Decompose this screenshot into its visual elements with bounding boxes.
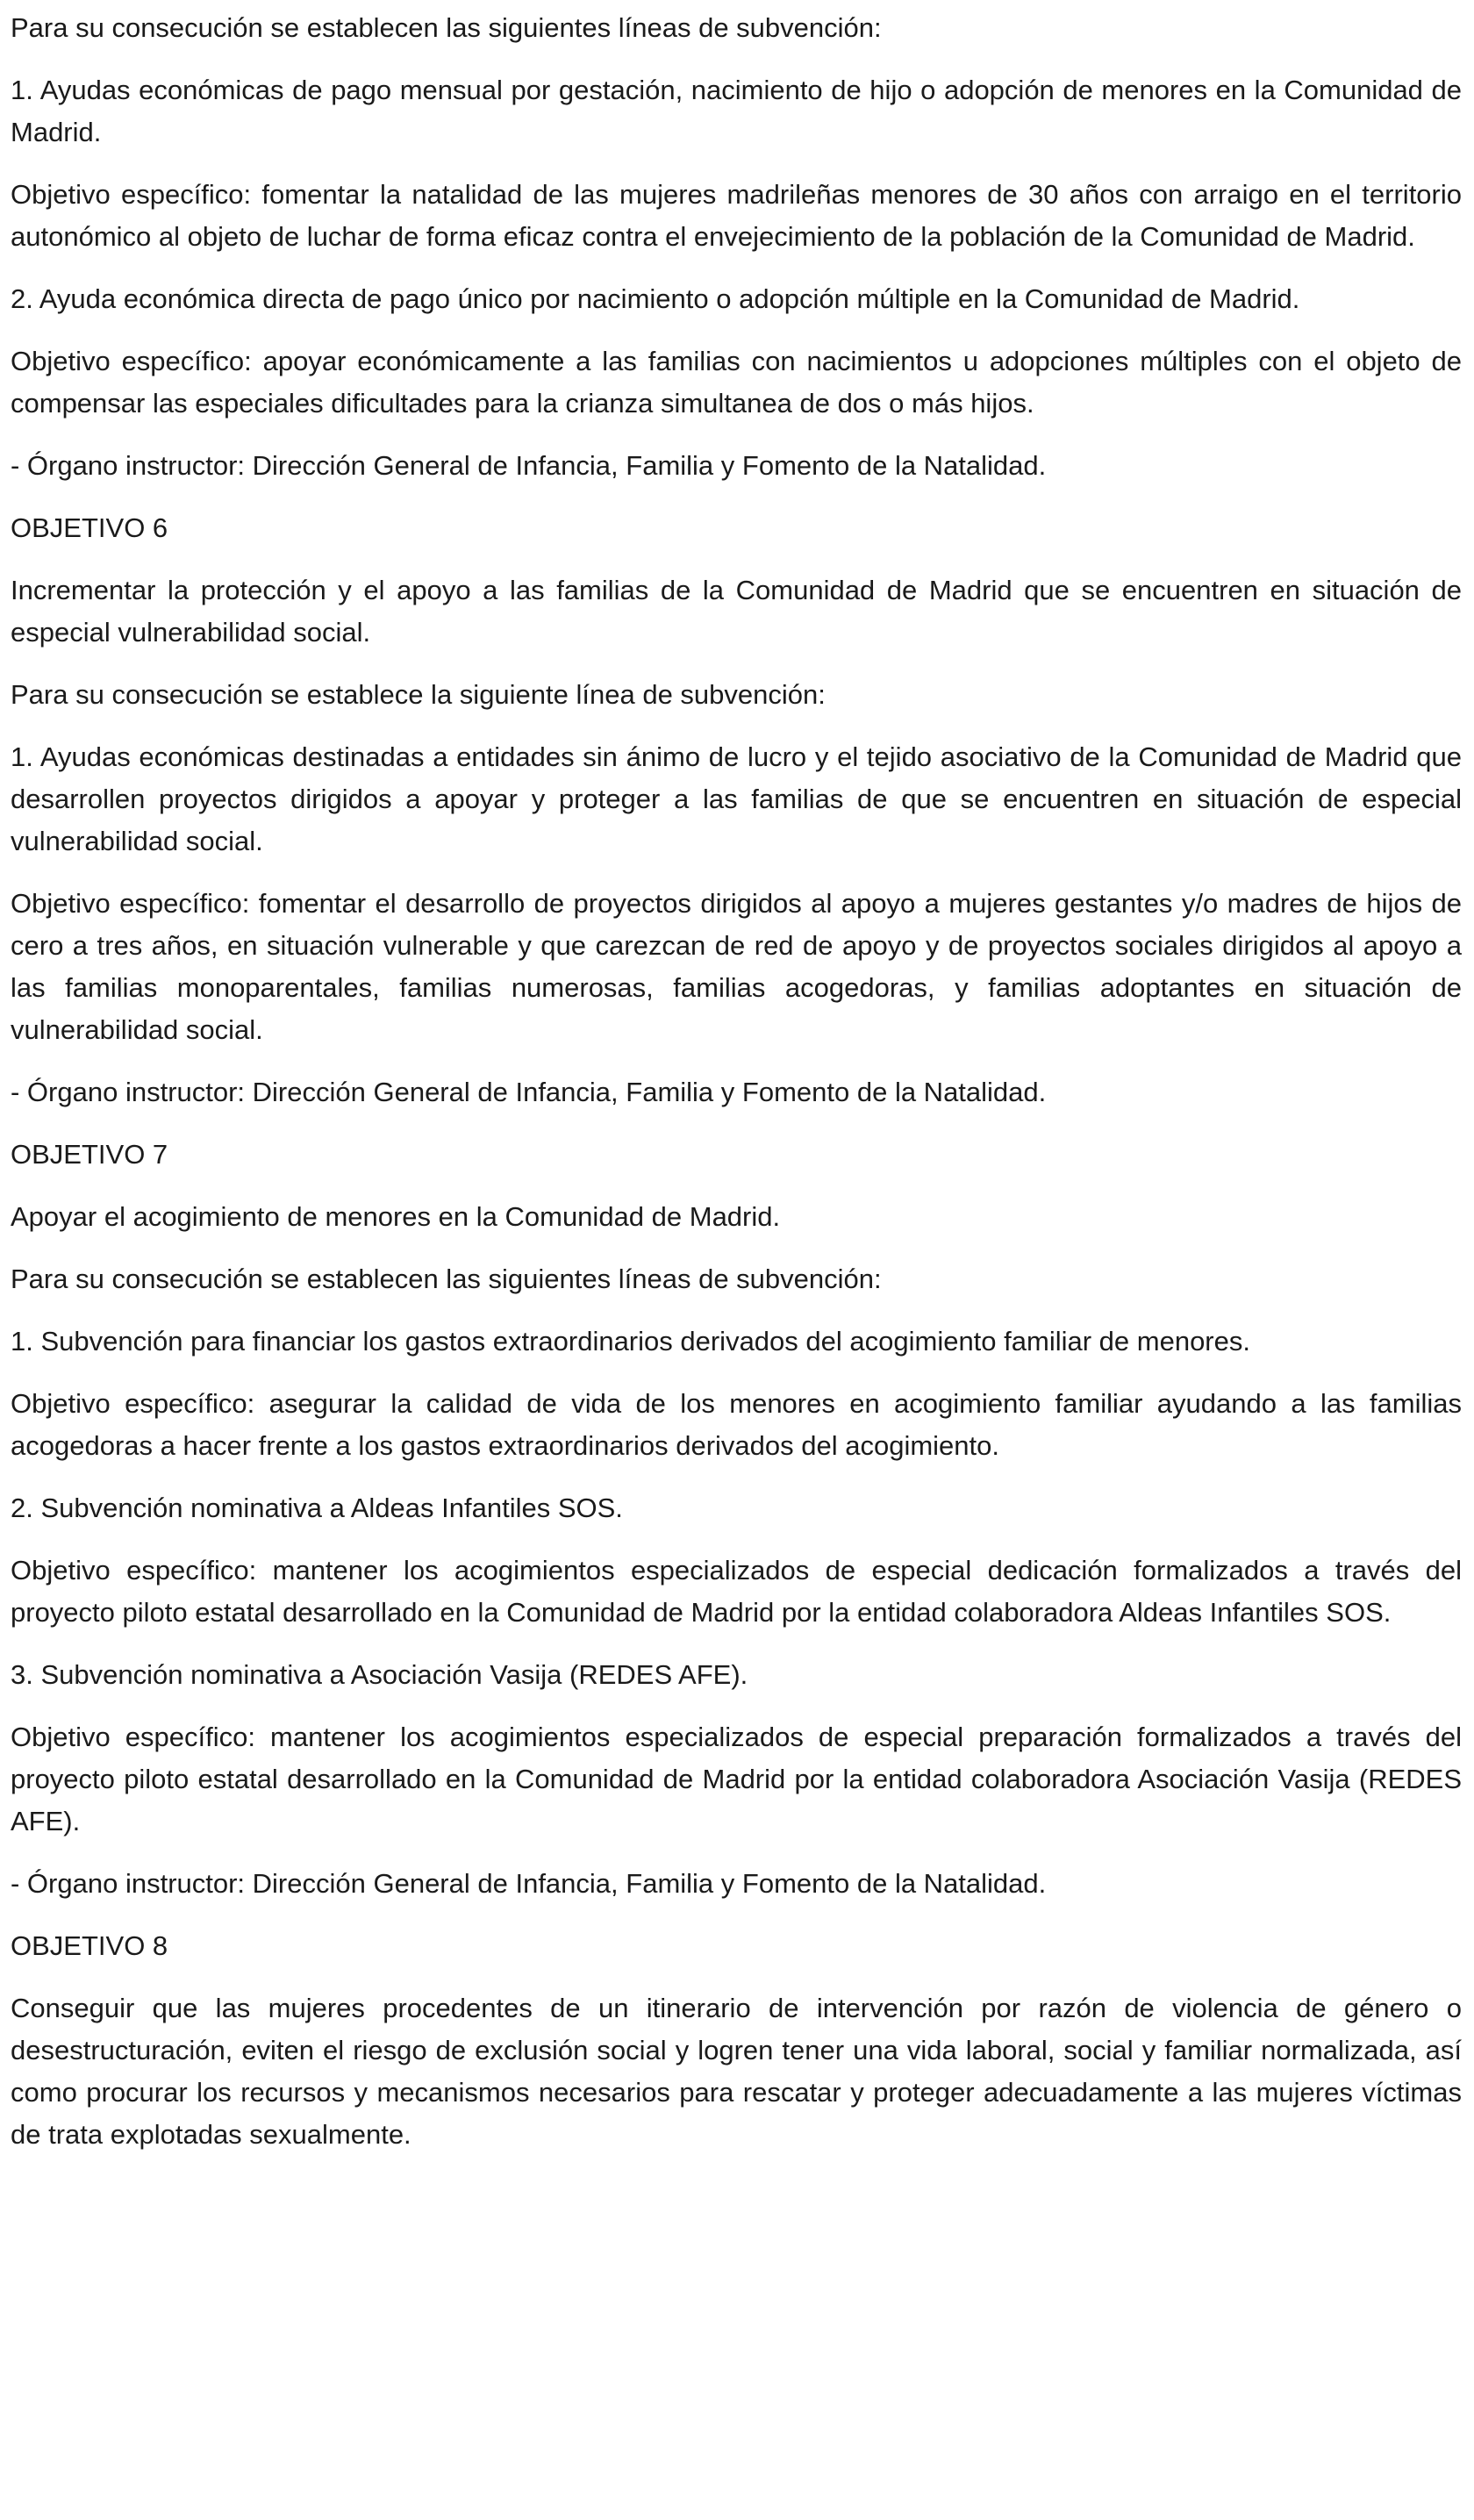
paragraph-objective-1: Objetivo específico: fomentar el desarrollo de proyectos dirigidos al apoyo a mujeres gestantes y/o madres de hijos de cero a tres años, en situación vulnerable y que carezcan de red de apoyo y de proyectos sociales dirigidos al apoyo a las familias monoparentales, familias numerosas, familias acogedoras, y familias adoptantes en situación de vulnerabilidad social. [11, 888, 1462, 1045]
paragraph-instructor: - Órgano instructor: Dirección General de Infancia, Familia y Fomento de la Natalidad. [11, 1077, 1047, 1107]
paragraph-line-1: 1. Ayudas económicas de pago mensual por gestación, nacimiento de hijo o adopción de menores en la Comunidad de Madrid. [11, 75, 1462, 147]
paragraph-objective-1: Objetivo específico: asegurar la calidad de vida de los menores en acogimiento familiar ayudando a las familias acogedoras a hacer frente a los gastos extraordinarios derivados del acogimiento. [11, 1388, 1462, 1461]
paragraph-objective-2: Objetivo específico: mantener los acogimientos especializados de especial dedicación formalizados a través del proyecto piloto estatal desarrollado en la Comunidad de Madrid por la entidad colaboradora Aldeas Infantiles SOS. [11, 1555, 1462, 1628]
paragraph-instructor: - Órgano instructor: Dirección General de Infancia, Familia y Fomento de la Natalidad. [11, 450, 1047, 481]
paragraph-objective-1: Objetivo específico: fomentar la natalidad de las mujeres madrileñas menores de 30 años con arraigo en el territorio autonómico al objeto de luchar de forma eficaz contra el envejecimiento de la población de la Comunidad de Madrid. [11, 179, 1462, 252]
paragraph-intro-lines: Para su consecución se establecen las siguientes líneas de subvención: [11, 1264, 882, 1294]
paragraph-intro-lines: Para su consecución se establecen las siguientes líneas de subvención: [11, 12, 882, 43]
paragraph-line-2: 2. Subvención nominativa a Aldeas Infantiles SOS. [11, 1493, 623, 1523]
paragraph-objetivo-7-text: Apoyar el acogimiento de menores en la Comunidad de Madrid. [11, 1201, 781, 1232]
heading-objetivo-7: OBJETIVO 7 [11, 1139, 168, 1170]
paragraph-line-2: 2. Ayuda económica directa de pago único por nacimiento o adopción múltiple en la Comunidad de Madrid. [11, 283, 1300, 314]
paragraph-line-1: 1. Subvención para financiar los gastos extraordinarios derivados del acogimiento familiar de menores. [11, 1326, 1250, 1357]
heading-objetivo-6: OBJETIVO 6 [11, 512, 168, 543]
paragraph-objective-3: Objetivo específico: mantener los acogimientos especializados de especial preparación formalizados a través del proyecto piloto estatal desarrollado en la Comunidad de Madrid por la entidad colaboradora Asociación Vasija (REDES AFE). [11, 1722, 1462, 1836]
paragraph-line-3: 3. Subvención nominativa a Asociación Vasija (REDES AFE). [11, 1659, 748, 1690]
paragraph-instructor: - Órgano instructor: Dirección General de Infancia, Familia y Fomento de la Natalidad. [11, 1868, 1047, 1899]
paragraph-objetivo-6-text: Incrementar la protección y el apoyo a las familias de la Comunidad de Madrid que se encuentren en situación de especial vulnerabilidad social. [11, 575, 1462, 648]
paragraph-intro-line: Para su consecución se establece la siguiente línea de subvención: [11, 679, 826, 710]
heading-objetivo-8: OBJETIVO 8 [11, 1930, 168, 1961]
paragraph-objective-2: Objetivo específico: apoyar económicamente a las familias con nacimientos u adopciones múltiples con el objeto de compensar las especiales dificultades para la crianza simultanea de dos o más hijos. [11, 346, 1462, 419]
paragraph-line-1: 1. Ayudas económicas destinadas a entidades sin ánimo de lucro y el tejido asociativo de la Comunidad de Madrid que desarrollen proyectos dirigidos a apoyar y proteger a las familias de que se encuentren en situación de especial vulnerabilidad social. [11, 741, 1462, 856]
paragraph-objetivo-8-text: Conseguir que las mujeres procedentes de un itinerario de intervención por razón de violencia de género o desestructuración, eviten el riesgo de exclusión social y logren tener una vida laboral, social y familiar normalizada, así como procurar los recursos y mecanismos necesarios para rescatar y proteger adecuadamente a las mujeres víctimas de trata explotadas sexualmente. [11, 1993, 1462, 2150]
